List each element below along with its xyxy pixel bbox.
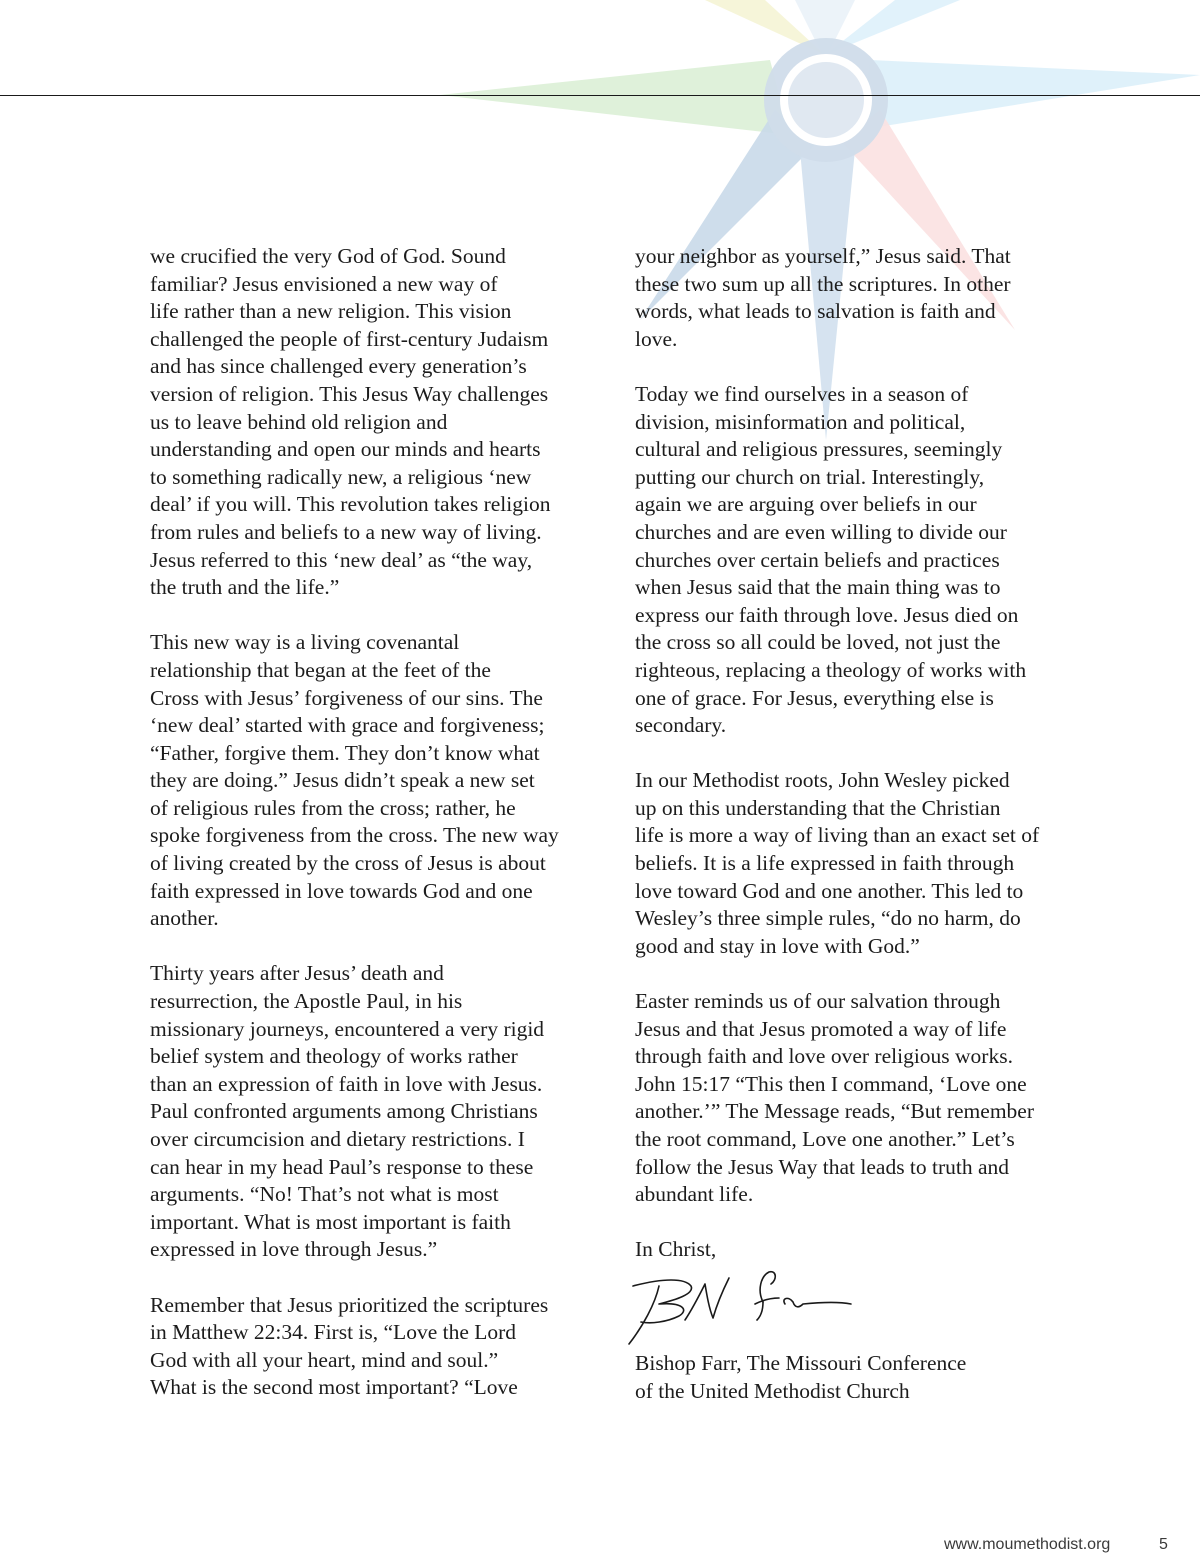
text-line: spoke forgiveness from the cross. The new way bbox=[150, 823, 559, 848]
text-line: Cross with Jesus’ forgiveness of our sins. The bbox=[150, 685, 543, 710]
text-line: familiar? Jesus envisioned a new way of bbox=[150, 271, 498, 296]
text-line: version of religion. This Jesus Way challenges bbox=[150, 381, 549, 406]
text-line: another.’” The Message reads, “But remember bbox=[635, 1099, 1034, 1124]
text-line: “Father, forgive them. They don’t know what bbox=[150, 740, 540, 765]
text-line: important. What is most important is faith bbox=[150, 1209, 511, 1234]
text-line: love. bbox=[635, 326, 678, 351]
text-line: express our faith through love. Jesus died on bbox=[635, 602, 1019, 627]
text-line: John 15:17 “This then I command, ‘Love one bbox=[635, 1071, 1027, 1096]
text-line: beliefs. It is a life expressed in faith through bbox=[635, 851, 1015, 876]
text-line: up on this understanding that the Christian bbox=[635, 795, 1001, 820]
text-line: the cross so all could be loved, not just the bbox=[635, 630, 1001, 655]
text-line: challenged the people of first-century Judaism bbox=[150, 326, 549, 351]
text-line: and has since challenged every generation’s bbox=[150, 354, 527, 379]
text-line: Thirty years after Jesus’ death and bbox=[150, 961, 444, 986]
signature-byline bbox=[635, 1350, 1060, 1405]
footer-page-number: 5 bbox=[1159, 1536, 1168, 1553]
text-line: follow the Jesus Way that leads to truth and bbox=[635, 1154, 1010, 1179]
paragraph bbox=[150, 1292, 580, 1402]
text-line: What is the second most important? “Love bbox=[150, 1375, 518, 1400]
star-center bbox=[788, 62, 864, 138]
text-line: secondary. bbox=[635, 713, 727, 738]
text-line: This new way is a living covenantal bbox=[150, 630, 460, 655]
text-line: putting our church on trial. Interestingly, bbox=[635, 464, 985, 489]
text-line: God with all your heart, mind and soul.” bbox=[150, 1347, 499, 1372]
text-line: to something radically new, a religious ‘new bbox=[150, 464, 532, 489]
text-line: these two sum up all the scriptures. In other bbox=[635, 271, 1011, 296]
text-line: of religious rules from the cross; rather, he bbox=[150, 795, 516, 820]
text-line: deal’ if you will. This revolution takes religion bbox=[150, 492, 551, 517]
byline-line: of the United Methodist Church bbox=[635, 1378, 910, 1403]
text-line: Today we find ourselves in a season of bbox=[635, 381, 969, 406]
text-line: one of grace. For Jesus, everything else is bbox=[635, 685, 994, 710]
paragraph bbox=[150, 629, 580, 933]
text-line: of living created by the cross of Jesus is about bbox=[150, 851, 546, 876]
text-line: cultural and religious pressures, seemingly bbox=[635, 437, 1003, 462]
paragraph bbox=[635, 767, 1060, 960]
text-line: they are doing.” Jesus didn’t speak a new set bbox=[150, 768, 535, 793]
text-line: churches and are even willing to divide our bbox=[635, 519, 1007, 544]
text-line: Easter reminds us of our salvation through bbox=[635, 989, 1001, 1014]
text-line: Wesley’s three simple rules, “do no harm, do bbox=[635, 906, 1021, 931]
text-line: Jesus referred to this ‘new deal’ as “the way, bbox=[150, 547, 533, 572]
footer-website-url: www.moumethodist.org bbox=[944, 1536, 1111, 1553]
text-line: love toward God and one another. This led to bbox=[635, 878, 1024, 903]
text-line: life is more a way of living than an exact set of bbox=[635, 823, 1040, 848]
right-text-column bbox=[635, 243, 1060, 1405]
paragraph bbox=[635, 243, 1060, 353]
star-arm-green bbox=[440, 60, 790, 135]
bishop-signature bbox=[623, 1264, 853, 1350]
text-line: relationship that began at the feet of the bbox=[150, 657, 491, 682]
text-line: belief system and theology of works rather bbox=[150, 1044, 518, 1069]
text-line: Paul confronted arguments among Christians bbox=[150, 1099, 538, 1124]
paragraph bbox=[635, 988, 1060, 1209]
text-line: us to leave behind old religion and bbox=[150, 409, 448, 434]
paragraph bbox=[635, 381, 1060, 740]
text-line: abundant life. bbox=[635, 1182, 754, 1207]
paragraph bbox=[150, 243, 580, 602]
left-text-column bbox=[150, 243, 580, 1430]
text-line: good and stay in love with God.” bbox=[635, 933, 920, 958]
text-line: faith expressed in love towards God and one bbox=[150, 878, 533, 903]
text-line: arguments. “No! That’s not what is most bbox=[150, 1182, 499, 1207]
text-line: another. bbox=[150, 906, 219, 931]
paragraph bbox=[150, 960, 580, 1264]
text-line: your neighbor as yourself,” Jesus said. That bbox=[635, 244, 1011, 268]
text-line: division, misinformation and political, bbox=[635, 409, 966, 434]
text-line: resurrection, the Apostle Paul, in his bbox=[150, 989, 463, 1014]
text-line: can hear in my head Paul’s response to these bbox=[150, 1154, 534, 1179]
text-line: from rules and beliefs to a new way of living. bbox=[150, 519, 542, 544]
text-line: through faith and love over religious works. bbox=[635, 1044, 1013, 1069]
text-line: In our Methodist roots, John Wesley picked bbox=[635, 768, 1010, 793]
text-line: again we are arguing over beliefs in our bbox=[635, 492, 977, 517]
text-line: churches over certain beliefs and practices bbox=[635, 547, 1000, 572]
header-rule bbox=[0, 95, 1200, 96]
text-line: over circumcision and dietary restrictions. I bbox=[150, 1127, 525, 1151]
text-line: words, what leads to salvation is faith and bbox=[635, 299, 996, 324]
text-line: Jesus and that Jesus promoted a way of life bbox=[635, 1016, 1007, 1041]
text-line: missionary journeys, encountered a very rigid bbox=[150, 1016, 545, 1041]
text-line: expressed in love through Jesus.” bbox=[150, 1237, 438, 1262]
text-line: the truth and the life.” bbox=[150, 575, 340, 600]
right-paragraphs bbox=[635, 243, 1060, 1209]
text-line: in Matthew 22:34. First is, “Love the Lord bbox=[150, 1320, 517, 1345]
closing-salutation: In Christ, bbox=[635, 1237, 717, 1262]
text-line: Remember that Jesus prioritized the scriptures bbox=[150, 1292, 549, 1317]
byline-line: Bishop Farr, The Missouri Conference bbox=[635, 1350, 967, 1375]
text-line: when Jesus said that the main thing was to bbox=[635, 575, 1001, 600]
text-line: the root command, Love one another.” Let’s bbox=[635, 1127, 1015, 1151]
text-line: we crucified the very God of God. Sound bbox=[150, 244, 506, 268]
text-line: than an expression of faith in love with Jesus. bbox=[150, 1071, 543, 1096]
text-line: righteous, replacing a theology of works with bbox=[635, 657, 1027, 682]
text-line: ‘new deal’ started with grace and forgiveness; bbox=[150, 713, 545, 738]
text-line: understanding and open our minds and hearts bbox=[150, 437, 541, 462]
text-line: life rather than a new religion. This vision bbox=[150, 299, 512, 324]
